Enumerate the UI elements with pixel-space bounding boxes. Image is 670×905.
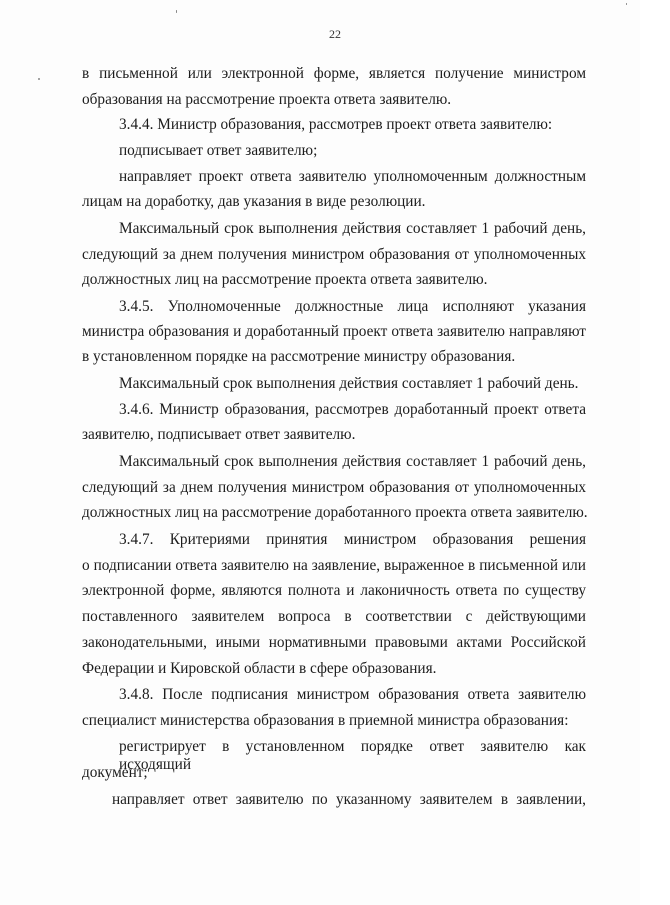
text-line: в установленном порядке на рассмотрение министру образования.	[82, 348, 516, 365]
scan-speck	[38, 78, 40, 80]
text-line: министра образования и доработанный проект ответа заявителю направляют	[82, 323, 586, 340]
text-line: Максимальный срок выполнения действия составляет 1 рабочий день,	[119, 453, 586, 470]
scan-speck	[176, 10, 177, 13]
text-line: Максимальный срок выполнения действия составляет 1 рабочий день,	[119, 220, 586, 237]
text-line: должностных лиц на рассмотрение проекта ответа заявителю.	[82, 271, 488, 288]
text-line: следующий за днем получения министром образования от уполномоченных	[82, 246, 586, 263]
text-line: подписывает ответ заявителю;	[119, 142, 318, 159]
text-line: должностных лиц на рассмотрение доработанного проекта ответа заявителю.	[82, 504, 588, 521]
text-line: следующий за днем получения министром образования от уполномоченных	[82, 479, 586, 496]
text-line: специалист министерства образования в приемной министра образования:	[82, 712, 569, 729]
text-line: электронной форме, являются полнота и лаконичность ответа по существу	[82, 582, 586, 599]
text-line: Федерации и Кировской области в сфере образования.	[82, 660, 437, 677]
text-line: 3.4.8. После подписания министром образования ответа заявителю	[119, 686, 586, 703]
text-line: документ;	[82, 764, 148, 781]
text-line: 3.4.5. Уполномоченные должностные лица исполняют указания	[119, 298, 586, 315]
text-line: поставленного заявителем вопроса в соответствии с действующими	[82, 608, 586, 625]
text-line: регистрирует в установленном порядке ответ заявителю как исходящий	[119, 738, 586, 773]
text-line: в письменной или электронной форме, является получение министром	[82, 65, 586, 82]
text-line: образования на рассмотрение проекта ответа заявителю.	[82, 91, 452, 108]
text-line: направляет ответ заявителю по указанному заявителем в заявлении,	[112, 791, 586, 808]
page-number: 22	[329, 27, 341, 41]
text-line: лицам на доработку, дав указания в виде резолюции.	[82, 193, 426, 210]
text-line: законодательными, иными нормативными правовыми актами Российской	[82, 634, 586, 651]
scan-speck	[626, 3, 627, 5]
text-line: о подписании ответа заявителю на заявление, выраженное в письменной или	[82, 557, 586, 574]
text-line: заявителю, подписывает ответ заявителю.	[82, 426, 356, 443]
text-line: 3.4.4. Министр образования, рассмотрев проект ответа заявителю:	[119, 116, 553, 133]
text-line: направляет проект ответа заявителю уполномоченным должностным	[119, 168, 586, 185]
text-line: Максимальный срок выполнения действия составляет 1 рабочий день.	[119, 375, 579, 392]
text-line: 3.4.6. Министр образования, рассмотрев доработанный проект ответа	[119, 401, 586, 418]
text-line: 3.4.7. Критериями принятия министром образования решения	[119, 531, 586, 548]
